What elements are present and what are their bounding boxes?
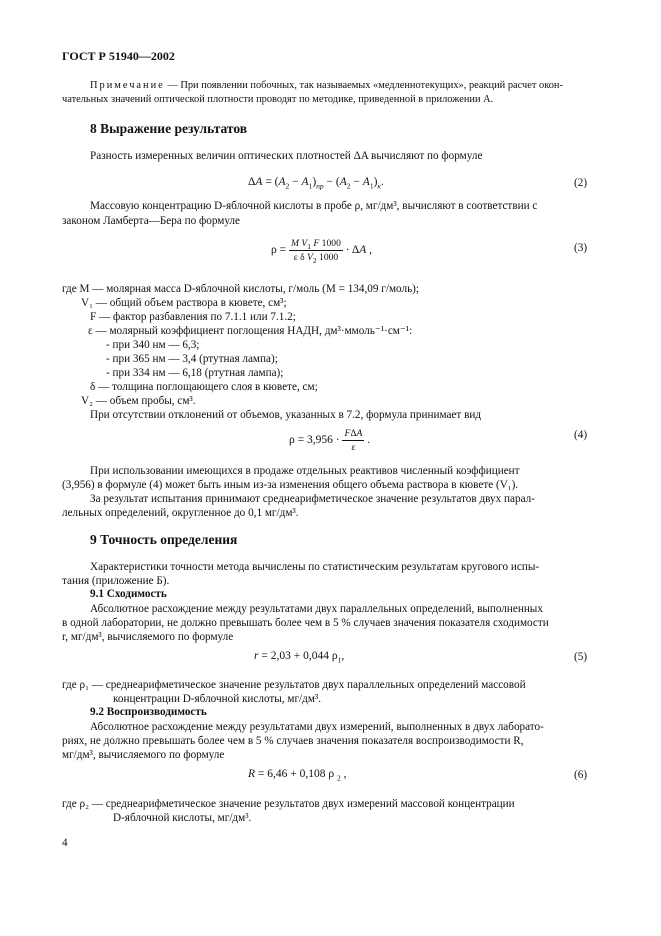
note-text-1: — При появлении побочных, так называемых «медленнотекущих», реакций расчет окон- (164, 80, 563, 91)
s9-paragraph-1-line-1: Характеристики точности метода вычислены по статистическим результатам кругового испы- (90, 561, 540, 573)
s91-where-line-1: где ρ₁ — среднеарифметическое значение результатов двух параллельных определений массовой (62, 679, 526, 691)
equation-number-5: (5) (574, 651, 588, 663)
note-line-1 (90, 79, 563, 93)
equation-number-6: (6) (574, 769, 588, 781)
where-334nm: - при 334 нм — 6,18 (ртутная лампа); (106, 367, 284, 379)
where-sample-volume: V₂ — объем пробы, см³. (81, 395, 196, 407)
page-number: 4 (62, 837, 68, 849)
s91-line-3: r, мг/дм³, вычисляемого по формуле (62, 631, 234, 643)
formula-6: R = 6,46 + 0,108 ρ $_2$ , (248, 768, 347, 783)
section-8-title: 8 Выражение результатов (90, 121, 248, 136)
s8-paragraph-2-line-2: законом Ламберта—Бера по формуле (62, 215, 240, 227)
s8-paragraph-5-line-2: лельных определений, округленное до 0,1 мг/дм³. (62, 507, 299, 519)
s8-paragraph-1: Разность измеренных величин оптических плотностей ΔA вычисляют по формуле (90, 150, 483, 162)
where-layer-thickness: δ — толщина поглощающего слоя в кювете, см; (90, 381, 318, 393)
formula-4: ρ = 3,956 · $\frac{\text{FΔA}}{\varepsilon}$ . (289, 428, 371, 453)
where-dilution-factor: F — фактор разбавления по 7.1.1 или 7.1.2; (90, 311, 296, 323)
s91-line-1: Абсолютное расхождение между результатами двух параллельных определений, выполненных (90, 603, 543, 615)
section-9-title: 9 Точность определения (90, 532, 238, 547)
where-extinction-coefficient: ε — молярный коэффициент поглощения НАДН, дм³·ммоль⁻¹·см⁻¹: (88, 325, 413, 337)
formula-3: ρ = $\frac{M V_1 F 1000}{\varepsilon \delta V_2 1000}$ · ΔA , (271, 238, 372, 265)
document-code: ГОСТ Р 51940—2002 (62, 49, 175, 63)
where-molar-mass: где M — молярная масса D-яблочной кислоты, г/моль (M = 134,09 г/моль); (62, 283, 419, 295)
note-line-2: чательных значений оптической плотности проводят по методике, приведенной в приложении А. (62, 94, 494, 105)
s92-line-2: риях, не должно превышать более чем в 5 % случаев значения показателя воспроизводимости R, (62, 735, 524, 747)
formula-5: r = 2,03 + 0,044 $\rho_1$, (254, 650, 345, 665)
s92-where-line-1: где ρ₂ — среднеарифметическое значение результатов двух измерений массовой концентрации (62, 798, 515, 810)
equation-number-4: (4) (574, 429, 588, 441)
where-340nm: - при 340 нм — 6,3; (106, 339, 200, 351)
s91-where-line-2: концентрации D-яблочной кислоты, мг/дм³. (113, 693, 322, 705)
s92-where-line-2: D-яблочной кислоты, мг/дм³. (113, 812, 252, 824)
where-total-volume: V₁ — общий объем раствора в кювете, см³; (81, 297, 287, 309)
subsection-9-2-title: 9.2 Воспроизводимость (90, 706, 207, 718)
subsection-9-1-title: 9.1 Сходимость (90, 588, 167, 600)
s92-line-1: Абсолютное расхождение между результатами двух измерений, выполненных в двух лаборато- (90, 721, 544, 733)
s9-paragraph-1-line-2: тания (приложение Б). (62, 575, 170, 587)
where-365nm: - при 365 нм — 3,4 (ртутная лампа); (106, 353, 278, 365)
s92-line-3: мг/дм³, вычисляемого по формуле (62, 749, 225, 761)
s8-paragraph-3: При отсутствии отклонений от объемов, указанных в 7.2, формула принимает вид (90, 409, 482, 421)
equation-number-2: (2) (574, 177, 588, 189)
s8-paragraph-4-line-2: (3,956) в формуле (4) может быть иным из-за изменения общего объема раствора в кювете (V₁). (62, 479, 519, 491)
note-label: Примечание (90, 80, 165, 91)
s91-line-2: в одной лаборатории, не должно превышать более чем в 5 % случаев значения показателя сходимости (62, 617, 549, 629)
formula-2: $\Delta A = (A_2 - A_1)_{пр} - (A_2 - A_1)_к$. (248, 176, 384, 191)
s8-paragraph-4-line-1: При использовании имеющихся в продаже отдельных реактивов численный коэффициент (90, 465, 520, 477)
s8-paragraph-5-line-1: За результат испытания принимают среднеарифметическое значение результатов двух парал- (90, 493, 535, 505)
equation-number-3: (3) (574, 242, 588, 254)
s8-paragraph-2-line-1: Массовую концентрацию D-яблочной кислоты в пробе ρ, мг/дм³, вычисляют в соответствии с (90, 200, 538, 212)
